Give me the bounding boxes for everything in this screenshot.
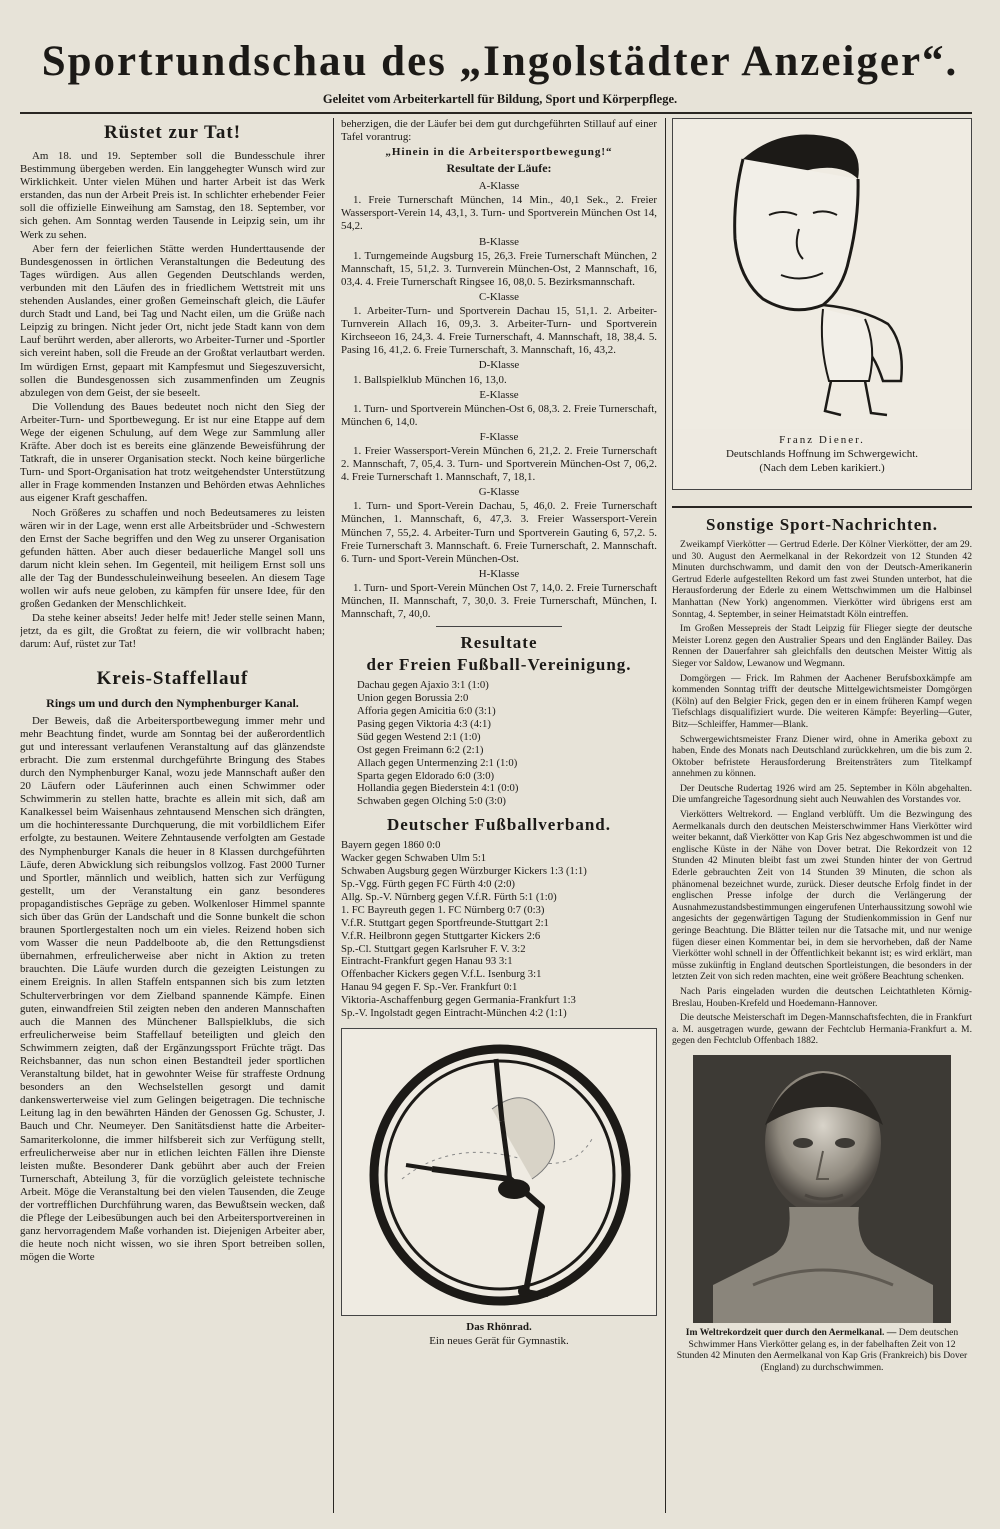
results-heading: Resultate der Läufe: bbox=[446, 161, 552, 176]
class-results: 1. Freier Wassersport-Verein München 6, 21,2. 2. Freie Turnerschaft 2. Mannschaft, 7, 05,4. 3. Turn- und Sportverein München-Ost 7, 06,2. 4. Freie Turnerschaft 1. Mannschaft, 7, 18,1. bbox=[341, 444, 657, 484]
class-block bbox=[341, 431, 657, 484]
list-item: Ost gegen Freimann 6:2 (2:1) bbox=[357, 743, 484, 756]
news-item: Nach Paris eingeladen wurden die deutschen Leichtathleten Körnig-Breslau, Houben-Krefeld und Hoedemann-Hannover. bbox=[672, 985, 972, 1009]
photo-caption-text: Dem deutschen Schwimmer Hans Vierkötter gelang es, in der fabelhaften Zeit von 12 Stunden 42 Minuten den Aermelkanal von Kap Gris (Frankreich) bis Dover (England) zu durchschwimmen. bbox=[676, 1326, 968, 1373]
article-paragraph: Da stehe keiner abseits! Jeder helfe mit! Jeder stelle seinen Mann, jetzt, da es gilt, die Großtat zu feiern, die wir vollbracht haben; darum: Auf, rüstet zur Tat! bbox=[20, 612, 325, 651]
list-item: Offenbacher Kickers gegen V.f.L. Isenburg 3:1 bbox=[341, 968, 542, 981]
article-heading-ruestet: Rüstet zur Tat! bbox=[103, 122, 242, 143]
divider bbox=[436, 626, 562, 627]
rhoenrad-illustration bbox=[341, 1028, 657, 1316]
article-subheading-staffellauf: Rings um und durch den Nymphenburger Kanal. bbox=[46, 695, 299, 710]
class-results: 1. Turn- und Sport-Verein München Ost 7, 14,0. 2. Freie Turnerschaft München, II. Mannschaft, 7, 30,0. 3. Freie Turnerschaft, München, I. Mannschaft, 7, 40,0. bbox=[341, 581, 657, 621]
caricature-caption-name: Franz Diener. bbox=[779, 434, 865, 447]
article-paragraph: Der Beweis, daß die Arbeitersportbewegung immer mehr und mehr Beachtung findet, wurde am Sonntag bei der außerordentlich gut und interessant verlaufenen Veranstaltung auf das glänzendste erbracht. Die zum erstenmal durchgeführte Bringung des Stabes durch den Nymphenburger Kanal, wozu jede Mannschaft außer den 20 Läufern oder Läuferinnen auch einen Schwimmer oder Schwimmerin zu stellen hatte, brachte es allein mit sich, daß am Kanalkessel beim Waisenhaus zehntausend Menschen sich drängten, um die hochinteressante Durchquerung, die mit vorbildlichem Eifer erfolgte, zu bestaunen. Weitere Zehntausende verfolgten am Gestade des Nymphenburger Kanals die heuer in 8 Klassen durchgeführten Läufe, deren Abwicklung sich reibungslos vollzog. Fast 2000 Turner und Sportler, männlich und weiblich, hatten sich zur Verfügung gestellt, um der Veranstaltung ein ganz besonderes propagandistisches Gepräge zu geben. Wolkenloser Himmel spannte sich über das Grün der Landschaft und die Sonne bunkelt die schon braunen Sportlergestalten noch um ein vieles. Reizend hoben sich vom Wasser die neun Paddelboote ab, die den Rettungsdienst übernahmen, erfreulicherweise aber nicht in Aktion zu treten brauchten. Die Läufe wurden durch die gezeigten Leistungen zu einem Ereignis. In allen Staffeln entspannen sich bis zum letzten Schulterverbringen vor dem Zielband spannende Kämpfe. Einen guten, einwandfreien Stil zeigten neben den anderen Mannschaften auch die Mannen des Münchener Ballspielklubs, die sich erfreulicherweise beim Staffellauf beteiligten und gleich den Schwimmern zeigten, daß der Ergänzungssport Früchte trägt. Das Reichsbanner, das nun schon einen Bestandteil jeder sportlichen Veranstaltung bildet, hat in gewohnter Weise für straffeste Ordnung besonders an den Wechselstellen gesorgt und damit dankenswerterweise viel zum Gelingen beigetragen. Die technische Leitung lag in den bewährten Händen der Genossen Gg. Schuster, J. Bauch und Chr. Neumeyer. Den Sanitätsdienst hatte die Arbeiter-Samariterkolonne, die immer hilfsbereit sich zur Verfügung stellt, erfreulicherweise aber nur in etlichen leichten Fällen ihre Dienste leisten mußte. Besonderer Dank gebührt aber auch der Freien Turnerschaft, Abteilung 3, für die vorzüglich geleistete technische Arbeit. Möge die Veranstaltung bei den vielen Tausenden, die Zeuge der vortrefflichen Durchführung waren, das Bewußtsein wecken, daß die Pflege der Leibesübungen auch bei den Arbeitersportvereinen in ganz hervorragendem Maße vorhanden ist. Diejenigen Arbeiter aber, die heute noch nicht wissen, wo sie ihren Sport betreiben sollen, mögen die Worte bbox=[20, 714, 325, 1264]
dfb-heading: Deutscher Fußballverband. bbox=[387, 815, 611, 835]
column-1 bbox=[20, 118, 325, 1513]
list-item: Schwaben gegen Olching 5:0 (3:0) bbox=[357, 795, 506, 808]
fv-heading-1: Resultate bbox=[460, 633, 538, 653]
class-results: 1. Ballspielklub München 16, 13,0. bbox=[353, 373, 507, 386]
list-item: 1. FC Bayreuth gegen 1. FC Nürnberg 0:7 (0:3) bbox=[341, 903, 545, 916]
list-item: V.f.R. Stuttgart gegen Sportfreunde-Stuttgart 2:1 bbox=[341, 916, 549, 929]
class-results: 1. Freie Turnerschaft München, 14 Min., 40,1 Sek., 2. Freier Wassersport-Verein 14, 43,1, 3. Turn- und Sportverein München Ost 14, 54,2. bbox=[341, 194, 657, 233]
class-results: 1. Turngemeinde Augsburg 15, 26,3. Freie Turnerschaft München, 2 Mannschaft, 15, 51,2. 3. Turnverein München-Ost, 2 Mannschaft, 16, 03,4. 4. Freie Turnerschaft Ringsee 16, 08,0. 5. Bezirksmannschaft. bbox=[341, 249, 657, 288]
caricature-caption-note: (Nach dem Leben karikiert.) bbox=[759, 462, 885, 475]
list-item: Süd gegen Westend 2:1 (1:0) bbox=[357, 730, 481, 743]
class-block bbox=[341, 359, 657, 386]
list-item: Wacker gegen Schwaben Ulm 5:1 bbox=[341, 852, 487, 865]
news-items bbox=[672, 539, 972, 1047]
class-name: H-Klasse bbox=[478, 567, 520, 580]
list-item: Sp.-Cl. Stuttgart gegen Karlsruher F. V. 3:2 bbox=[341, 942, 526, 955]
article-paragraph: Am 18. und 19. September soll die Bundesschule ihrer Bestimmung übergeben werden. Ein langgehegter Wunsch wird zur Wirklichkeit. Unter vielen Mühen und harter Arbeit ist das Werk erstanden, das nun der Arbeit Preis ist. In schlichter erhebender Feier soll die offizielle Einweihung am Samstag, den 18. September, vor sich gehen. Am Sonntag werden Tausende in Leipzig sein, um ihr Werk zu sehen. bbox=[20, 150, 325, 241]
class-name: A-Klasse bbox=[478, 180, 520, 193]
class-block bbox=[341, 389, 657, 429]
column-divider-left bbox=[333, 118, 334, 1513]
class-block bbox=[341, 291, 657, 357]
news-item: Domgörgen — Frick. Im Rahmen der Aachener Berufsboxkämpfe am kommenden Sonntag trifft der deutsche Mittelgewichtsmeister Domgörgen (Köln) auf den Belgier Frick, gegen den er in einem früheren Kampf wegen Tiefschlags disqualifiziert wurde. Die weiteren Kämpfe: Beyerling—Guter, Bitz—Schleiffer, Hammer—Blank. bbox=[672, 672, 972, 730]
list-item: Eintracht-Frankfurt gegen Hanau 93 3:1 bbox=[341, 955, 513, 968]
list-item: Dachau gegen Ajaxio 3:1 (1:0) bbox=[357, 679, 489, 692]
article-heading-staffellauf: Kreis-Staffellauf bbox=[96, 667, 249, 689]
article-paragraph: Noch Größeres zu schaffen und noch Bedeutsameres zu leisten wären wir in der Lage, wenn erst alle Arbeitsbrüder und -Schwestern den Ernst der Sache begriffen und den Weg zu unserer Organisation gefunden hätten. Aber auch dieser bedauerliche Mangel soll uns darum nicht klein sehen. Im Gegenteil, mit heiligem Ernst soll uns alle der Tag der Bundesschuleinweihung beseelen. An diesem Tage wollen wir aufs neue geloben, zu kämpfen für unsere Idee, für den großen Gedanken der Menschlichkeit. bbox=[20, 506, 325, 611]
list-item: Sp.-Vgg. Fürth gegen FC Fürth 4:0 (2:0) bbox=[341, 877, 515, 890]
masthead-subtitle: Geleitet vom Arbeiterkartell für Bildung, Sport und Körperpflege. bbox=[322, 92, 678, 106]
list-item: Hollandia gegen Biederstein 4:1 (0:0) bbox=[357, 782, 519, 795]
column-divider-right bbox=[665, 118, 666, 1513]
rhoenrad-caption-title: Das Rhönrad. bbox=[466, 1320, 532, 1333]
list-item: Bayern gegen 1860 0:0 bbox=[341, 839, 441, 852]
class-block bbox=[341, 236, 657, 289]
class-name: B-Klasse bbox=[479, 235, 519, 248]
news-item: Die deutsche Meisterschaft im Degen-Mannschaftsfechten, die in Frankfurt a. M. ausgetragen wurde, gewann der Fechtclub Hermania-Frankfurt a. M. gegen den Fechtclub Offenbach 1882. bbox=[672, 1012, 972, 1047]
class-block bbox=[341, 180, 657, 233]
article-paragraph: Die Vollendung des Baues bedeutet noch nicht den Sieg der Arbeiter-Turn- und Sportbewegung. Er ist nur eine Etappe auf dem Wege der eigenen Schulung, auf dem Wege zur Sammlung aller Kräfte. Aber doch ist es bereits eine glänzende Beweisführung der Tatkraft, die in unserer Organisation steckt. Noch keine bürgerliche Turn- und Sport-Organisation hat trotz weitgehendster Unterstützung aller in Frage kommenden Instanzen und Behörden etwas Aehnliches aus eigener Kraft geschaffen. bbox=[20, 400, 325, 505]
list-item: Pasing gegen Viktoria 4:3 (4:1) bbox=[357, 717, 491, 730]
swimmer-photo-image bbox=[693, 1055, 951, 1323]
rhoenrad-caption-text: Ein neues Gerät für Gymnastik. bbox=[429, 1334, 569, 1347]
class-name: G-Klasse bbox=[478, 486, 520, 499]
photo-caption-title: Im Weltrekordzeit quer durch den Aermelkanal. — bbox=[685, 1326, 897, 1338]
motto-line: „Hinein in die Arbeitersportbewegung!“ bbox=[385, 146, 613, 159]
news-item: Im Großen Messepreis der Stadt Leipzig für Flieger siegte der deutsche Meister Lorenz gegen den Australier Spears und den Engländer Bailey. Das Rennen der Dauerfahrer sah gleichfalls den deutschen Meister Wittig als Sieger vor Saldow, Lewanow und Wegmann. bbox=[672, 623, 972, 669]
list-item: Allg. Sp.-V. Nürnberg gegen V.f.R. Fürth 5:1 (1:0) bbox=[341, 890, 557, 903]
dfb-results-list bbox=[341, 839, 657, 1020]
swimmer-photo bbox=[693, 1055, 951, 1323]
list-item: Schwaben Augsburg gegen Würzburger Kickers 1:3 (1:1) bbox=[341, 865, 587, 878]
class-block bbox=[341, 568, 657, 621]
news-item: Der Deutsche Rudertag 1926 wird am 25. September in Köln abgehalten. Die umfangreiche Tagesordnung sieht auch Neuwahlen des Vorstandes vor. bbox=[672, 782, 972, 806]
class-results: 1. Turn- und Sport-Verein Dachau, 5, 46,0. 2. Freie Turnerschaft München, 1. Mannschaft, 6, 47,3. 3. Freier Wassersport-Verein München 7, 55,2. 4. Arbeiter-Turn und Sportverein Gauting 6, 57,2. 5. Freie Turnerschaft 3. Mannschaft. 6. Freie Turnerschaft, 2. Mannschaft. 6. Turn- und Sport-Verein München-Ost. bbox=[341, 500, 657, 565]
caricature-drawing bbox=[673, 119, 972, 429]
class-block bbox=[341, 486, 657, 566]
list-item: Union gegen Borussia 2:0 bbox=[357, 692, 469, 705]
list-item: Sp.-V. Ingolstadt gegen Eintracht-München 4:2 (1:1) bbox=[341, 1007, 567, 1020]
photo-caption bbox=[672, 1327, 972, 1373]
column-3 bbox=[672, 118, 972, 1513]
masthead-title: Sportrundschau des „Ingolstädter Anzeiger“. bbox=[41, 38, 959, 85]
class-name: C-Klasse bbox=[479, 290, 519, 303]
class-name: E-Klasse bbox=[479, 388, 519, 401]
article-paragraph: Aber fern der feierlichen Stätte werden Hunderttausende der Bundesgenossen in örtlichen Veranstaltungen die Bedeutung des Tages würdigen. Aus allen Gegenden Deutschlands werden, verbunden mit den Läufen des in friedlichem Wettstreit mit uns stehenden Auslandes, einer großen Gemeinschaft gleich, die Läufer durch Stadt und Land, bei Tag und Nacht eilen, um die Grüße nach Leipzig zu bringen. Nicht jeder Ort, nicht jede Stadt kann von dem Lauf berührt werden, aber allerorts, wo Arbeiter-Turner und -Sportler sich vereint haben, soll die Freude an der Großtat verlautbart werden. Im würdigen Ernst, gepaart mit Kampfesmut und Siegeszuversicht, sollen die Bundesgenossen sich zusammenfinden um Zeugnis abzulegen von dem Geist, der sie beseelt. bbox=[20, 242, 325, 399]
list-item: Hanau 94 gegen F. Sp.-Ver. Frankfurt 0:1 bbox=[341, 981, 518, 994]
class-name: F-Klasse bbox=[479, 430, 519, 443]
caricature-caption-text: Deutschlands Hoffnung im Schwergewicht. bbox=[725, 448, 919, 461]
list-item: Sparta gegen Eldorado 6:0 (3:0) bbox=[357, 769, 495, 782]
fv-results-list bbox=[341, 679, 657, 808]
class-name: D-Klasse bbox=[478, 359, 520, 372]
news-item: Schwergewichtsmeister Franz Diener wird, ohne in Amerika geboxt zu haben, Ende des Monats nach Deutschland zurückkehren, um die bis zum 2. Oktober befristete Herausforderung Breitensträters zum Titelkampf annehmen zu können. bbox=[672, 733, 972, 780]
class-results: 1. Arbeiter-Turn- und Sportverein Dachau 15, 51,1. 2. Arbeiter-Turnverein Allach 16, 09,3. 3. Arbeiter-Turn- und Sportverein Kirchseeon 16, 24,3. 4. Freie Turnerschaft, 4. Mannschaft, 18, 38,4. 5. Pasing 16, 41,2. 6. Freie Turnerschaft, 3. Mannschaft, 16, 43,2. bbox=[341, 305, 657, 357]
article-paragraph: beherzigen, die der Läufer bei dem gut durchgeführten Stillauf auf einer Tafel vorantrug: bbox=[341, 118, 657, 144]
news-item: Zweikampf Vierkötter — Gertrud Ederle. Der Kölner Vierkötter, der am 29. und 30. August den Aermelkanal in der Rekordzeit von 12 Stunden 42 Minuten durchschwamm, und damit den von der Deutsch-Amerikanerin Gertrud Ederle aufgestellten Rekord um fast zwei Stunden unterbot, hat die Herausforderung der Ederle zu einem Wettschwimmen um die Halbinsel Manhattan (New York) angenommen. Vierkötter wird übrigens erst am Sonntag, 4. September, in seiner Heimatstadt Köln eintreffen. bbox=[672, 539, 972, 620]
fv-heading-2: der Freien Fußball-Vereinigung. bbox=[366, 655, 632, 675]
top-rule bbox=[20, 112, 972, 114]
list-item: Allach gegen Untermenzing 2:1 (1:0) bbox=[357, 756, 518, 769]
list-item: Viktoria-Aschaffenburg gegen Germania-Frankfurt 1:3 bbox=[341, 994, 576, 1007]
column-2 bbox=[341, 118, 657, 1513]
list-item: V.f.R. Heilbronn gegen Stuttgarter Kickers 2:6 bbox=[341, 929, 541, 942]
list-item: Afforia gegen Amicitia 6:0 (3:1) bbox=[357, 705, 496, 717]
caricature-frame bbox=[672, 118, 972, 490]
rhoenrad-drawing bbox=[342, 1029, 657, 1316]
news-item: Vierkötters Weltrekord. — England verblüfft. Um die Bezwingung des Aermelkanals durch den deutschen Meisterschwimmer Hans Vierkötter wird weiter bekannt, daß Vierkötter von Kap Gris Nez abgeschwommen ist und die englische Küste in der Nähe von Dover betrat. Die Rekordzeit von 12 Stunden 42 Minuten bleibt fast um zwei Stunden hinter der von Gertrud Ederle gebrauchten Zeit von 14 Stunden 39 Minuten, die schon als phänomenal bezeichnet wurde, zurück. Dieser deutsche Erfolg findet in der englischen Presse infolge der durch die Verlängerung der Ausnahmezustandsbestimmungen eingerufenen Unterhaussitzung sowohl wie angesichts der gegenwärtigen Tagung der Studienkommission in Genf nur geringe Beachtung. Die Blätter teilen nur die Tatsache mit, und nur wenige fügen dieser einen Kommentar bei, in dem sie hervorheben, daß der Name Vierkötter wohl schnell in der Öffentlichkeit bekannt ist; es wird erklärt, man müsse zukünftig in England deutschen Sportleistungen, die besonders in der letzten Zeit von sich reden machten, eine weit größere Beachtung schenken. bbox=[672, 809, 972, 983]
news-heading: Sonstige Sport-Nachrichten. bbox=[672, 506, 972, 536]
class-results: 1. Turn- und Sportverein München-Ost 6, 08,3. 2. Freie Turnerschaft, München 6, 14,0. bbox=[341, 402, 657, 428]
